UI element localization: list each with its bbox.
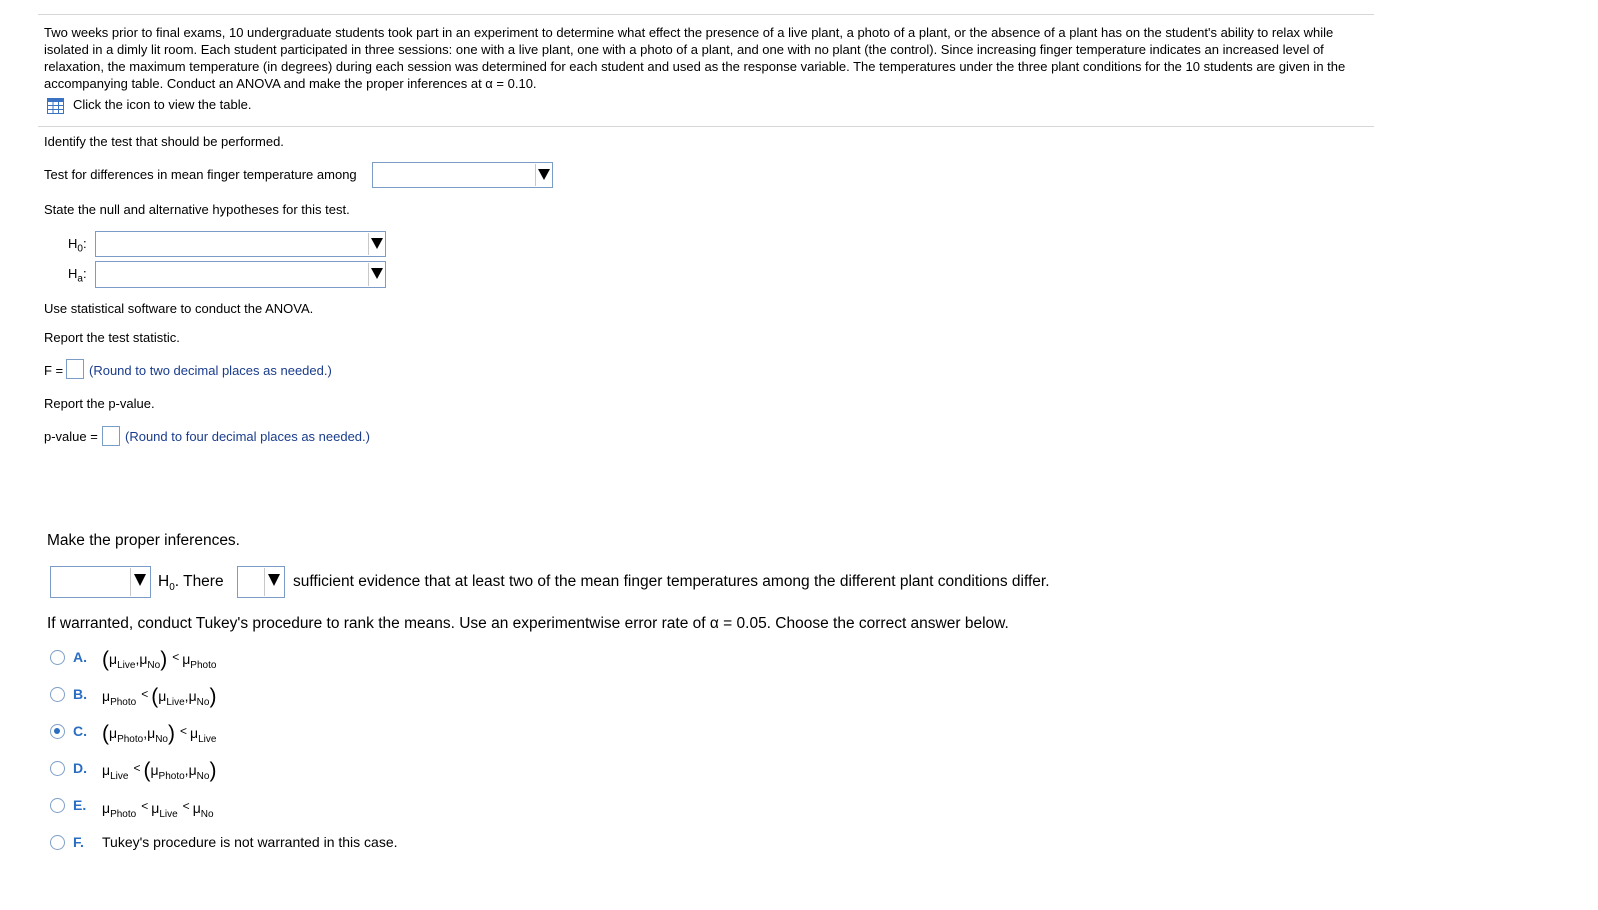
p-value-prompt: Report the p-value. [44, 396, 155, 411]
chevron-down-icon [368, 263, 384, 286]
option-d-letter: D. [73, 760, 87, 776]
h0-dropdown[interactable] [95, 231, 386, 257]
option-a-radio[interactable] [50, 650, 65, 665]
option-f-text[interactable]: Tukey's procedure is not warranted in this case. [102, 834, 398, 850]
reject-decision-dropdown[interactable] [50, 566, 151, 598]
f-round-hint: (Round to two decimal places as needed.) [89, 363, 332, 378]
option-b-text[interactable]: $\mu_{Photo}< (\mu_{Live},\mu_{No})$ [102, 685, 217, 708]
option-b-letter: B. [73, 686, 87, 702]
anova-instruction: Use statistical software to conduct the ANOVA. [44, 301, 314, 316]
option-e-text[interactable]: $\mu_{Photo}< \mu_{Live}< \mu_{No}$ [102, 799, 214, 820]
option-c-radio[interactable] [50, 724, 65, 739]
option-a-text[interactable]: $(\mu_{Live},\mu_{No}) < \mu_{Photo}$ [102, 648, 217, 671]
option-e-letter: E. [73, 797, 87, 813]
chevron-down-icon [130, 568, 149, 596]
section-divider [38, 126, 1374, 127]
ha-label: $H_a$: [68, 266, 87, 285]
test-stem: Test for differences in mean finger temperature among [44, 167, 357, 182]
top-divider [38, 14, 1374, 15]
hypotheses-prompt: State the null and alternative hypotheses for this test. [44, 202, 350, 217]
test-type-dropdown[interactable] [372, 162, 553, 188]
chevron-down-icon [535, 164, 551, 186]
p-value-input[interactable] [102, 426, 120, 446]
option-f-letter: F. [73, 834, 84, 850]
ha-dropdown[interactable] [95, 261, 386, 288]
inferences-heading: Make the proper inferences. [47, 532, 240, 549]
option-b-radio[interactable] [50, 687, 65, 702]
test-statistic-prompt: Report the test statistic. [44, 330, 180, 345]
chevron-down-icon [264, 568, 283, 596]
option-d-radio[interactable] [50, 761, 65, 776]
option-c-text[interactable]: $(\mu_{Photo},\mu_{No}) < \mu_{Live}$ [102, 722, 217, 745]
view-table-link[interactable]: Click the icon to view the table. [73, 97, 252, 112]
identify-test-prompt: Identify the test that should be performed. [44, 134, 284, 149]
p-round-hint: (Round to four decimal places as needed.) [125, 429, 370, 444]
problem-text: Two weeks prior to final exams, 10 undergraduate students took part in an experiment to determine what effect the presence of a live plant, a photo of a plant, or the absence of a plant has on the student's ability to relax while isolated in a dimly lit room. Each student participated in three sessions: one with a live plant, one with a photo of a plant, and one with no plant (the control). Since increasing finger temperature indicates an increased level of relaxation, the maximum temperature (in degrees) during each session was determined for each student and used as the response variable. The temperatures under the three plant conditions for the 10 students are given in the accompanying table. Conduct an ANOVA and make the proper inferences at α = 0.10. [44, 25, 1346, 91]
option-f-radio[interactable] [50, 835, 65, 850]
p-value-label: p-value = [44, 429, 98, 444]
h0-inference-text: $H_0$. There [158, 573, 224, 594]
option-d-text[interactable]: $\mu_{Live}< (\mu_{Photo},\mu_{No})$ [102, 759, 217, 782]
table-icon[interactable] [47, 98, 64, 114]
tukey-prompt: If warranted, conduct Tukey's procedure to rank the means. Use an experimentwise error rate of α = 0.05. Choose the correct answer below. [47, 615, 1009, 632]
option-a-letter: A. [73, 649, 87, 665]
f-label: F = [44, 363, 64, 378]
h0-label: $H_0$: [68, 236, 87, 255]
evidence-dropdown[interactable] [237, 566, 285, 598]
option-c-letter: C. [73, 723, 87, 739]
option-e-radio[interactable] [50, 798, 65, 813]
inference-conclusion-text: sufficient evidence that at least two of the mean finger temperatures among the different plant conditions differ. [293, 573, 1050, 590]
chevron-down-icon [368, 233, 384, 255]
f-statistic-input[interactable] [66, 359, 84, 379]
